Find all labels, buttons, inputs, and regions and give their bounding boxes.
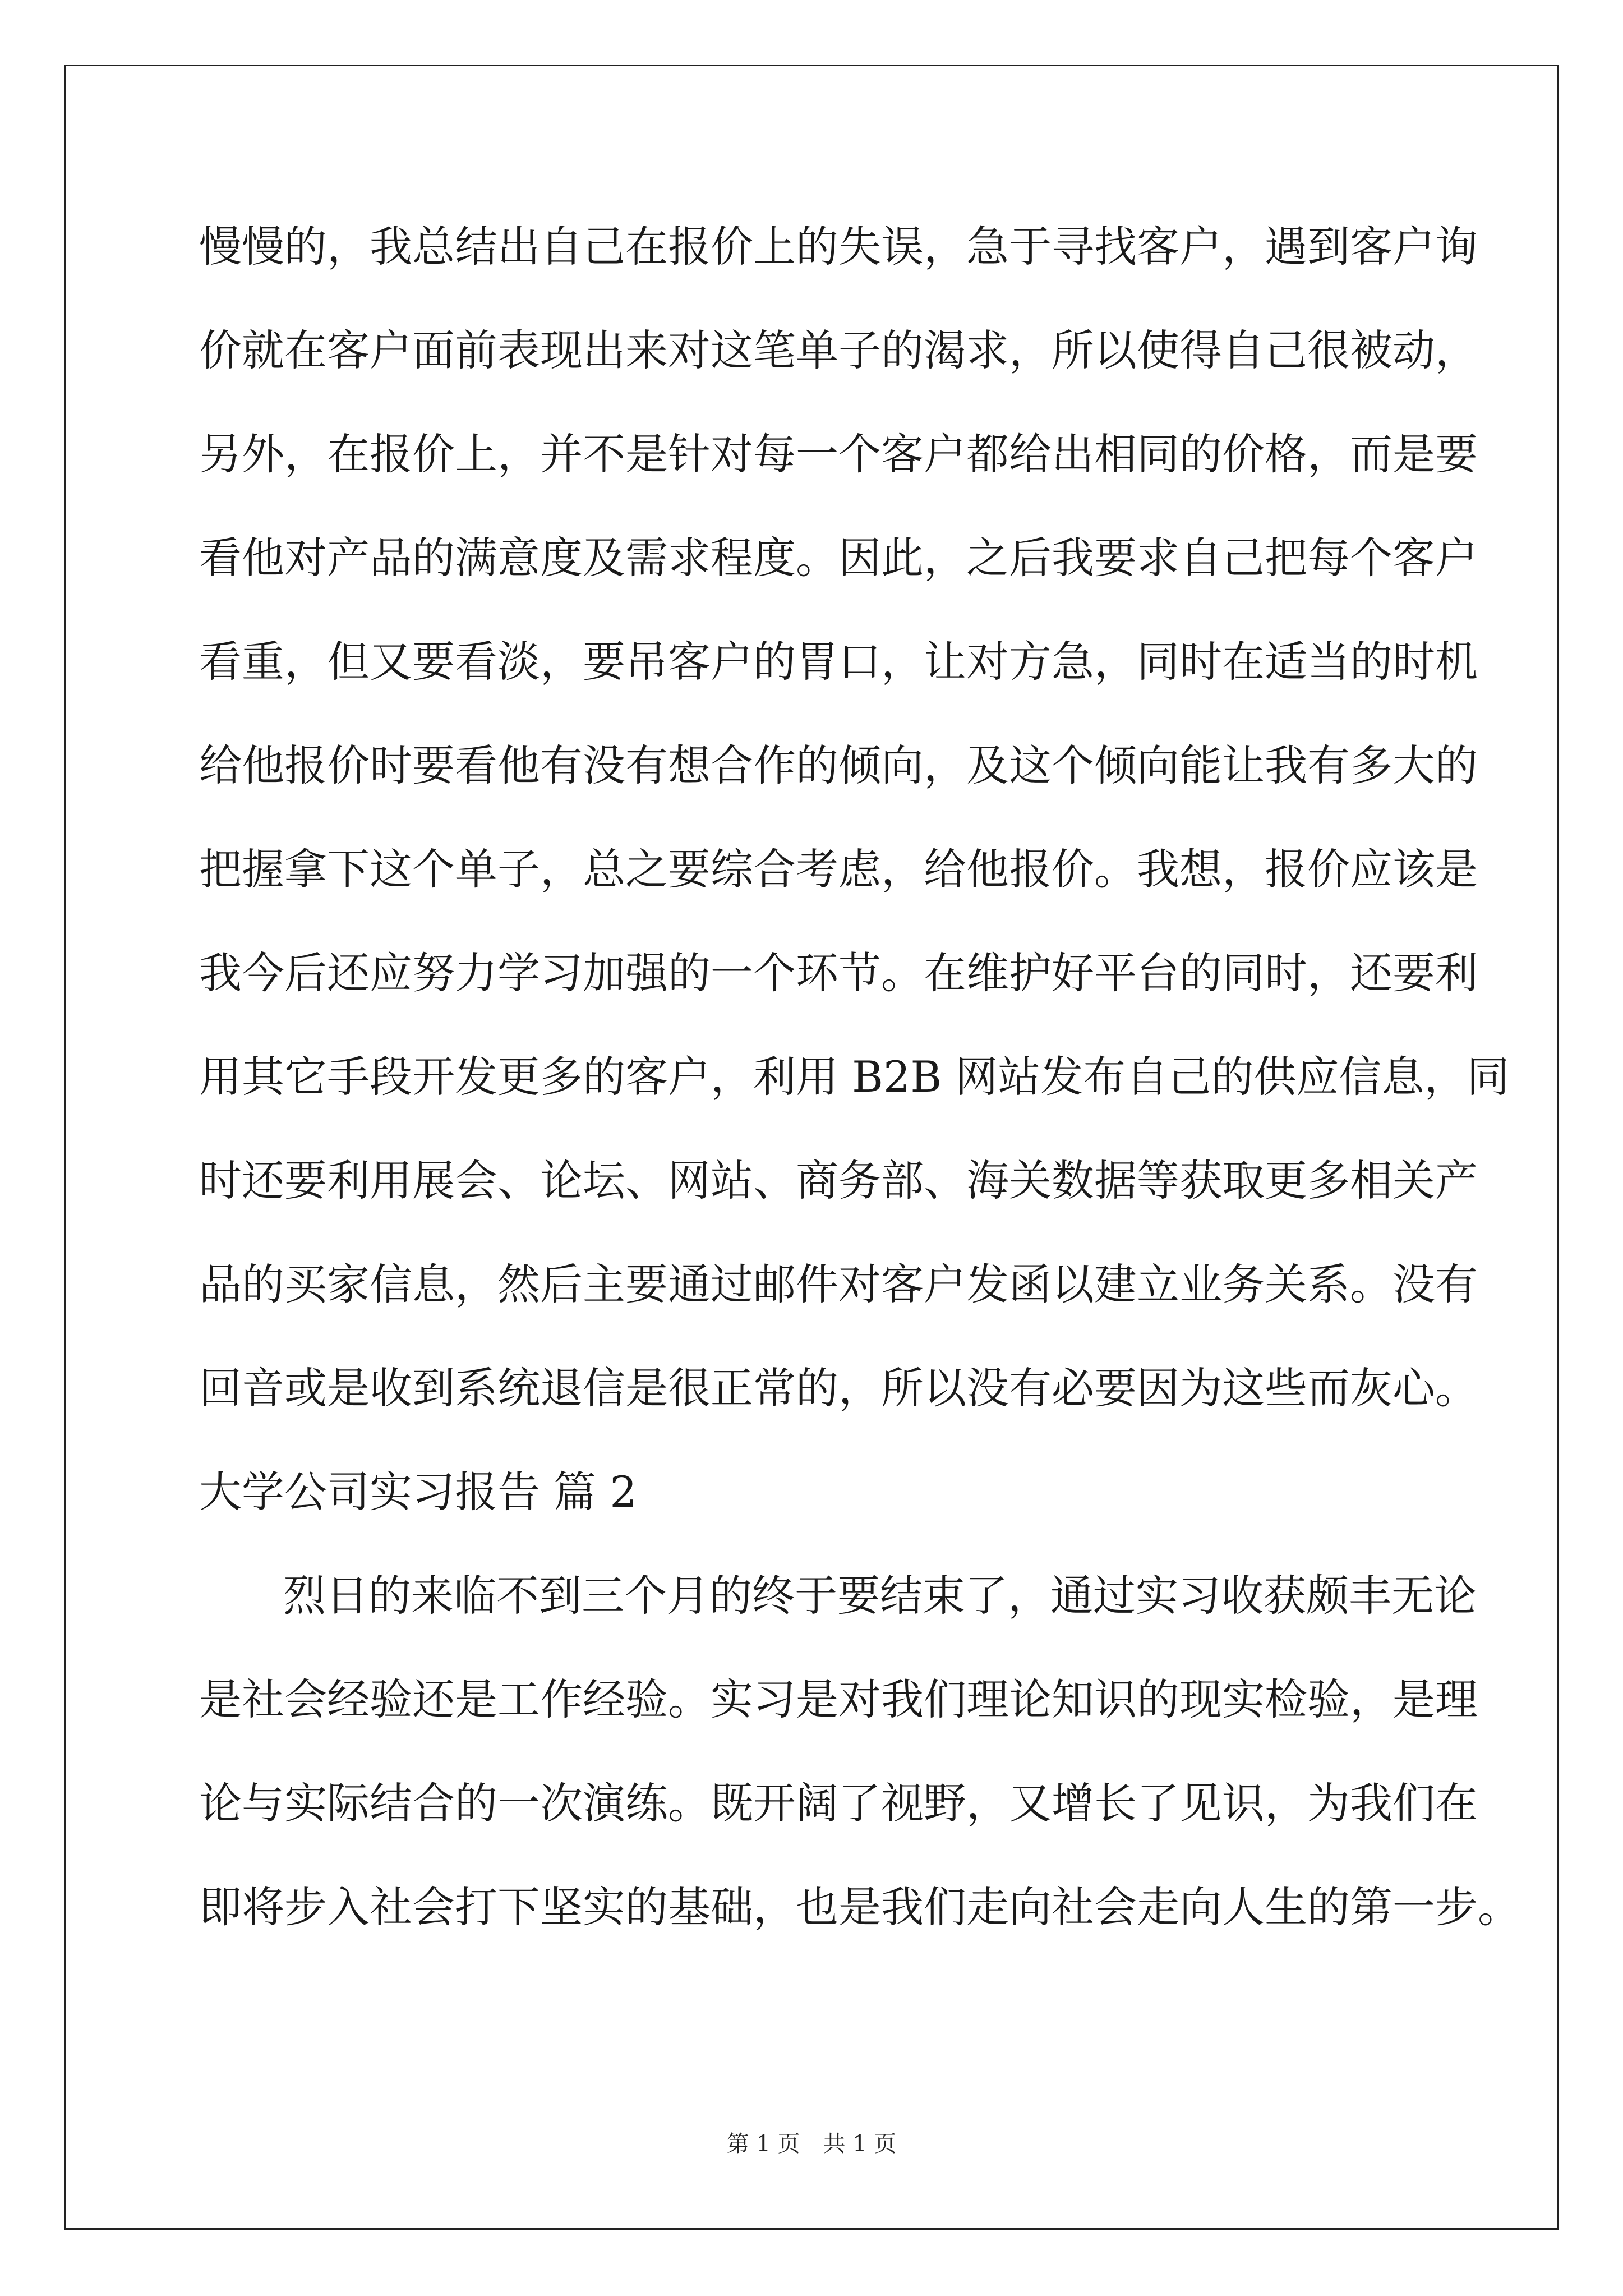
page-total: 共 1 页 xyxy=(823,2131,897,2157)
paragraph-2-line-4: 即将步入社会打下坚实的基础，也是我们走向社会走向人生的第一步。 xyxy=(199,1882,1520,1932)
paragraph-1-line-8: 我今后还应努力学习加强的一个环节。在维护好平台的同时，还要利 xyxy=(199,948,1478,998)
paragraph-1-line-5: 看重，但又要看淡，要吊客户的胃口，让对方急，同时在适当的时机 xyxy=(199,637,1478,687)
paragraph-1-line-7: 把握拿下这个单子，总之要综合考虑，给他报价。我想，报价应该是 xyxy=(199,844,1478,894)
section-heading: 大学公司实习报告 篇 2 xyxy=(199,1467,637,1517)
paragraph-1-line-12: 回音或是收到系统退信是很正常的，所以没有必要因为这些而灰心。 xyxy=(199,1363,1478,1413)
paragraph-1-line-4: 看他对产品的满意度及需求程度。因此，之后我要求自己把每个客户 xyxy=(199,533,1478,583)
paragraph-1-line-11: 品的买家信息，然后主要通过邮件对客户发函以建立业务关系。没有 xyxy=(199,1259,1478,1309)
paragraph-1-line-3: 另外，在报价上，并不是针对每一个客户都给出相同的价格，而是要 xyxy=(199,429,1478,479)
page-number: 第 1 页 xyxy=(726,2131,800,2157)
paragraph-1-line-2: 价就在客户面前表现出来对这笔单子的渴求，所以使得自己很被动， xyxy=(199,325,1478,375)
paragraph-1-line-10: 时还要利用展会、论坛、网站、商务部、海关数据等获取更多相关产 xyxy=(199,1156,1478,1205)
paragraph-1-line-1: 慢慢的，我总结出自己在报价上的失误，急于寻找客户，遇到客户询 xyxy=(199,222,1478,272)
paragraph-2-line-1: 烈日的来临不到三个月的终于要结束了，通过实习收获颇丰无论 xyxy=(283,1571,1477,1621)
paragraph-2-line-2: 是社会经验还是工作经验。实习是对我们理论知识的现实检验，是理 xyxy=(199,1674,1478,1724)
paragraph-1-line-9: 用其它手段开发更多的客户，利用 B2B 网站发布自己的供应信息，同 xyxy=(199,1052,1510,1102)
paragraph-2-line-3: 论与实际结合的一次演练。既开阔了视野，又增长了见识，为我们在 xyxy=(199,1778,1478,1828)
page-footer xyxy=(0,2126,1623,2158)
paragraph-1-line-6: 给他报价时要看他有没有想合作的倾向，及这个倾向能让我有多大的 xyxy=(199,740,1478,790)
